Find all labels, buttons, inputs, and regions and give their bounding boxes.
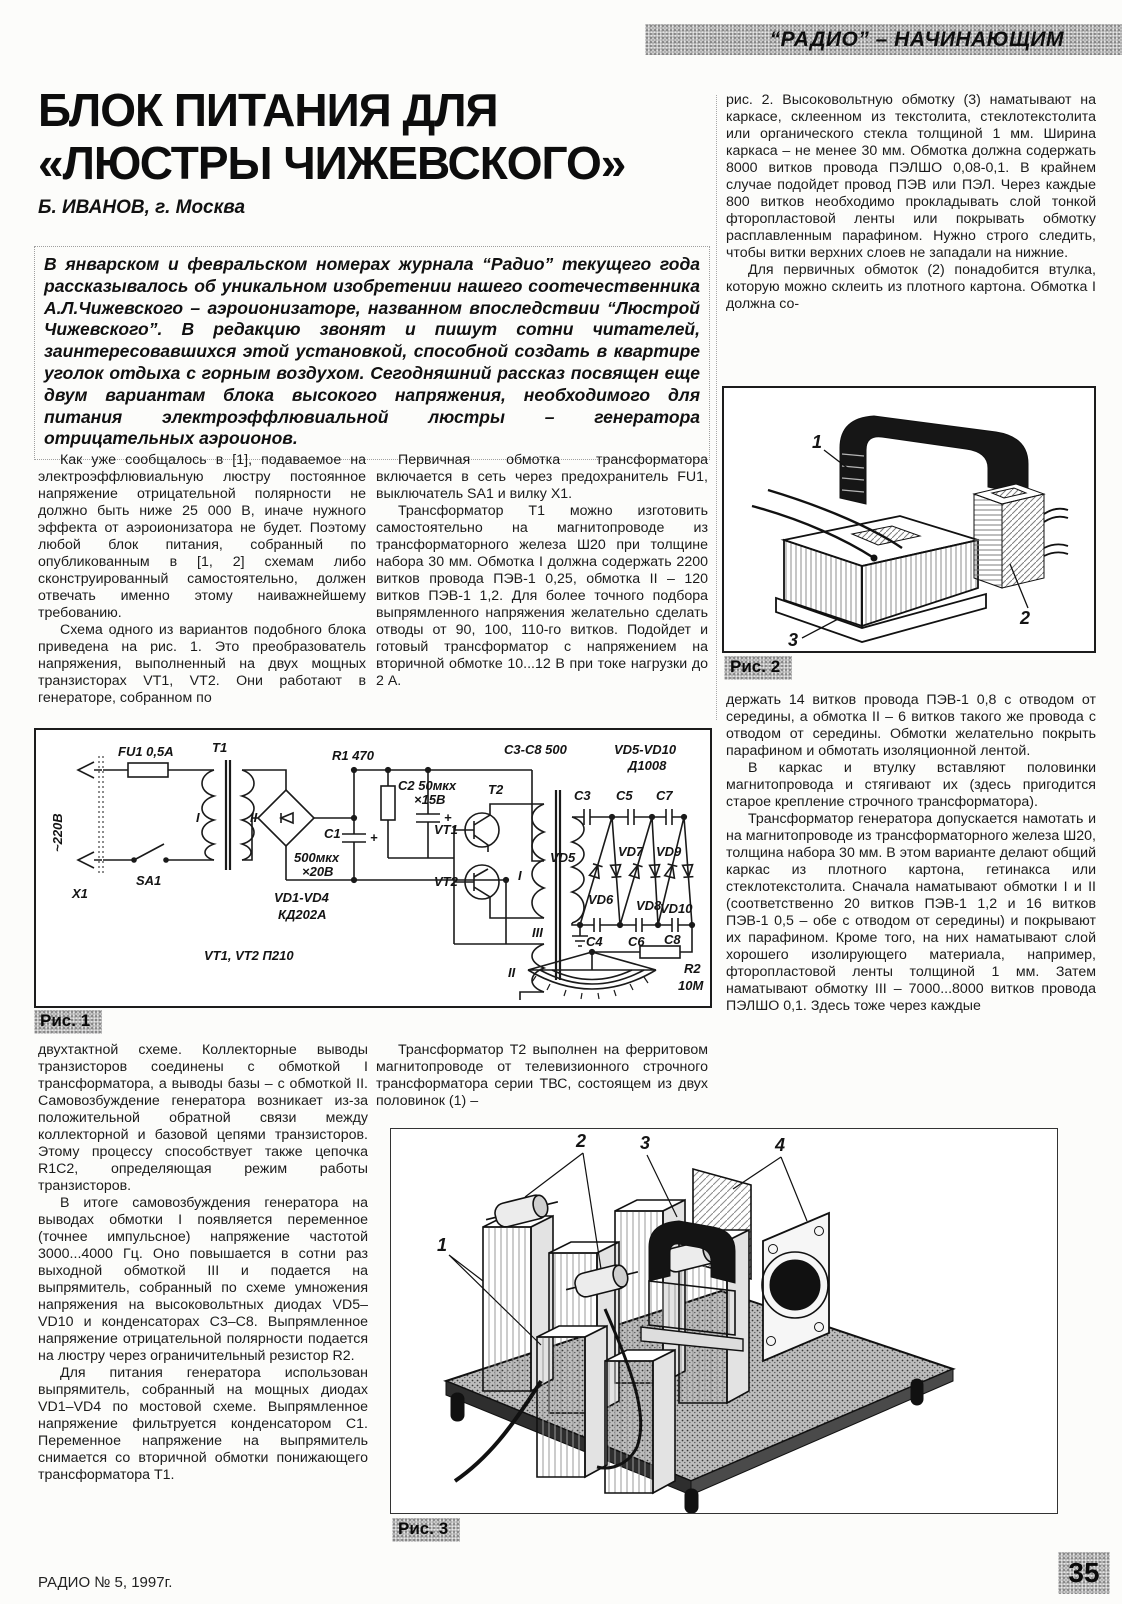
callout-2: 2: [576, 1131, 587, 1151]
section-header-bar: [645, 24, 1122, 55]
callout-1: 1: [812, 432, 823, 452]
paragraph: Трансформатор генератора допускается намотать и на магнитопроводе из трансформаторного железа Ш20, толщина набора 30 мм. В этом варианте делают общий каркас из плотного картона, гетинакса или стеклотекстолита. Сначала наматывают обмотки I и II (соответственно 20 витков ПЭВ-1 1,2 и 16 витков ПЭВ-1 0,5 – обе с отводом от середины) и покрывают их парафином. Кроме того, на них наматывают слой хорошего изолирующего материала, например, фторопластовой ленты толщиной 1 мм. Затем наматывают обмотку III – 7000...8000 витков провода ПЭЛШО 0,1. Здесь тоже через каждые: [726, 811, 1096, 1014]
label-c1-voltage: ×20В: [302, 864, 334, 879]
label-c2: C2 50мкх: [398, 778, 457, 793]
paragraph: держать 14 витков провода ПЭВ-1 0,8 с отводом от середины, а обмотка II – 6 витков такого же провода с отводом от середины. Обмотки желательно покрыть парафином и обмотать изоляционной лентой.: [726, 692, 1096, 759]
lead-paragraph: В январском и февральском номерах журнала “Радио” текущего года рассказывалось об уникальном изобретении нашего соотечественника А.Л.Чижевского – аэроионизаторе, названном впоследствии “Люстрой Чижевского”. В редакцию звонят и пишут сотни читателей, заинтересовавшихся этой установкой, способной создать в квартире уголок отдыха с горным воздухом. Сегодняшний рассказ посвящен еще двум вариантам блока высокого напряжения, необходимого для питания электроэффлювиальной люстры – генератора отрицательных аэроионов.: [34, 246, 710, 460]
label-vd6: VD6: [588, 892, 614, 907]
label-c3-c8: C3-C8 500: [504, 742, 567, 757]
label-vd10: VD10: [660, 901, 693, 916]
label-vd5-vd10: VD5-VD10: [614, 742, 677, 757]
label-x1: X1: [72, 886, 88, 901]
circuit-diagram: [36, 730, 710, 1006]
label-t1: T1: [212, 740, 228, 755]
label-c8: C8: [664, 932, 681, 947]
callout-4: 4: [775, 1135, 786, 1155]
column-rule: [716, 95, 717, 720]
label-t2: T2: [488, 782, 504, 797]
article-title-line1: БЛОК ПИТАНИЯ ДЛЯ: [38, 84, 498, 136]
label-t2-w1: I: [518, 868, 522, 883]
paragraph: Схема одного из вариантов подобного блока приведена на рис. 1. Это преобразователь напряжения, выполненный на двух мощных транзисторах VT1, VT2. Они работают в генераторе, собранном по: [38, 622, 366, 706]
paragraph: Для питания генератора использован выпрямитель, собранный на мощных диодах VD1–VD4 по мостовой схеме. Выпрямленное напряжение фильтруется конденсатором С1. Переменное напряжение на выпрямитель снимается со вторичной обмотки понижающего трансформатора Т1.: [38, 1365, 368, 1483]
footer-page-number: [1058, 1552, 1110, 1594]
label-c1: C1: [324, 826, 341, 841]
label-c6: C6: [628, 934, 645, 949]
label-r2: R2: [684, 961, 701, 976]
label-winding2: II: [250, 810, 258, 825]
article-author: Б. ИВАНОВ, г. Москва: [38, 197, 246, 218]
label-c1-value: 500мкх: [294, 850, 340, 865]
callout-1: 1: [437, 1235, 448, 1255]
article-title-line2: «ЛЮСТРЫ ЧИЖЕВСКОГО»: [38, 137, 626, 189]
article-title: [38, 84, 718, 190]
figure-2-transformer: [722, 386, 1096, 653]
paragraph: Как уже сообщалось в [1], подаваемое на электроэффлювиальную люстру постоянное напряжение отрицательной полярности не должно быть ниже 25 000 В, иначе нужного эффекта от аэроионизатора не будет. Поэтому любой блок питания, собранный по опубликованным в [1, 2] схемам либо сконструированный самостоятельно, должен отвечать именно этому наиважнейшему требованию.: [38, 452, 366, 621]
figure-3-assembly: [390, 1128, 1058, 1514]
page-number: 35: [1068, 1557, 1100, 1588]
paragraph: В каркас и втулку вставляют половинки магнитопровода и стягивают их (здесь пригодится старое крепление строчного трансформатора).: [726, 760, 1096, 810]
section-title: “РАДИО” – НАЧИНАЮЩИМ: [769, 27, 1064, 51]
label-r1: R1 470: [332, 748, 374, 763]
column-right-bottom: [726, 692, 1096, 1015]
column-mid-bottom: [376, 1042, 708, 1110]
callout-3: 3: [640, 1133, 651, 1153]
callout-2: 2: [1020, 608, 1031, 628]
label-c7: C7: [656, 788, 673, 803]
label-c3: C3: [574, 788, 591, 803]
label-winding1: I: [196, 810, 200, 825]
column-left-bottom: [38, 1042, 368, 1484]
paragraph: Трансформатор Т1 можно изготовить самостоятельно на магнитопроводе из трансформаторного железа Ш20 при толщине набора 30 мм. Обмотка I должна содержать 2200 витков провода ПЭВ-1 0,25, обмотка II – 120 витков ПЭВ-1 1,2. Для более точного подбора выпрямленного напряжения желательно сделать отводы от 90, 100, 110-го витков. Подойдет и готовый трансформатор с напряжением на вторичной обмотке 10...12 В при токе нагрузки до 2 А.: [376, 503, 708, 689]
label-fu1: FU1 0,5A: [118, 744, 174, 759]
column-right-top: [726, 92, 1096, 313]
label-kd202a: КД202А: [278, 907, 327, 922]
paragraph: Трансформатор Т2 выполнен на ферритовом магнитопроводе от телевизионного строчного трансформатора серии ТВС, состоящем из двух половинок (1) –: [376, 1042, 708, 1109]
label-vt2: VT2: [434, 874, 458, 889]
paragraph: Первичная обмотка трансформатора включается в сеть через предохранитель FU1, выключатель SA1 и вилку X1.: [376, 452, 708, 502]
label-c4: C4: [586, 934, 603, 949]
label-vt-types: VT1, VT2 П210: [204, 948, 294, 963]
label-vd8: VD8: [636, 898, 662, 913]
label-r2-value: 10М: [678, 978, 704, 993]
paragraph: Для первичных обмоток (2) понадобится втулка, которую можно склеить из плотного картона. Обмотка I должна со-: [726, 262, 1096, 312]
label-v220: ~220В: [50, 813, 65, 852]
label-c2-voltage: ×15В: [414, 792, 446, 807]
label-vd1-vd4: VD1-VD4: [274, 890, 329, 905]
column-left-top: [38, 452, 366, 707]
footer-journal-info: РАДИО № 5, 1997г.: [38, 1574, 173, 1591]
label-d1008: Д1008: [628, 758, 667, 773]
callout-3: 3: [788, 630, 799, 650]
label-t2-w2: II: [508, 965, 516, 980]
figure-3-caption: Рис. 3: [392, 1518, 460, 1542]
paragraph: рис. 2. Высоковольтную обмотку (3) наматывают на каркасе, склеенном из текстолита, стеклотекстолита или органического стекла толщиной 1 мм. Ширина каркаса – не менее 30 мм. Обмотка должна содержать 8000 витков провода ПЭЛШО 0,08-0,1. В крайнем случае подойдет провод ПЭВ или ПЭЛ. Через каждые 800 витков необходимо прокладывать слой тонкой фторопластовой ленты или покрывать обмотку расплавленным парафином. Нужно строго следить, чтобы витки верхних слоев не западали на нижние.: [726, 92, 1096, 261]
label-sa1: SA1: [136, 873, 162, 888]
label-t2-w3: III: [532, 925, 543, 940]
schematic-wires: [78, 756, 694, 1000]
label-vd5: VD5: [550, 850, 576, 865]
figure-1-caption: Рис. 1: [34, 1010, 102, 1034]
label-c1-plus: +: [370, 830, 378, 845]
figure-2-caption: Рис. 2: [724, 656, 792, 680]
assembly-drawing: [391, 1129, 1057, 1513]
figure-1-schematic: [34, 728, 712, 1008]
label-c5: C5: [616, 788, 633, 803]
label-vd7: VD7: [618, 844, 644, 859]
label-vd9: VD9: [656, 844, 682, 859]
label-c2-plus: +: [444, 810, 452, 825]
transformer-drawing: [724, 388, 1094, 651]
paragraph: двухтактной схеме. Коллекторные выводы транзисторов соединены с обмоткой I трансформатора, а выводы базы – с обмоткой II. Самовозбуждение генератора возникает из-за положительной обратной связи между коллекторной и базовой цепями транзисторов. Этому процессу способствует также цепочка R1C2, определяющая режим работы транзисторов.: [38, 1042, 368, 1194]
assembly-parts: [446, 1153, 953, 1513]
column-mid-top: [376, 452, 708, 690]
label-vt1: VT1: [434, 822, 458, 837]
schematic-labels: [50, 740, 704, 993]
paragraph: В итоге самовозбуждения генератора на выводах обмотки I появляется переменное (точнее импульсное) напряжение частотой 3000...4000 Гц. Оно повышается в сотни раз выходной обмоткой III и подается на выпрямитель, собранный по схеме умножения напряжения на высоковольтных диодах VD5–VD10 и конденсаторах C3–C8. Выпрямленное напряжение отрицательной полярности подается на люстру через ограничительный резистор R2.: [38, 1195, 368, 1364]
